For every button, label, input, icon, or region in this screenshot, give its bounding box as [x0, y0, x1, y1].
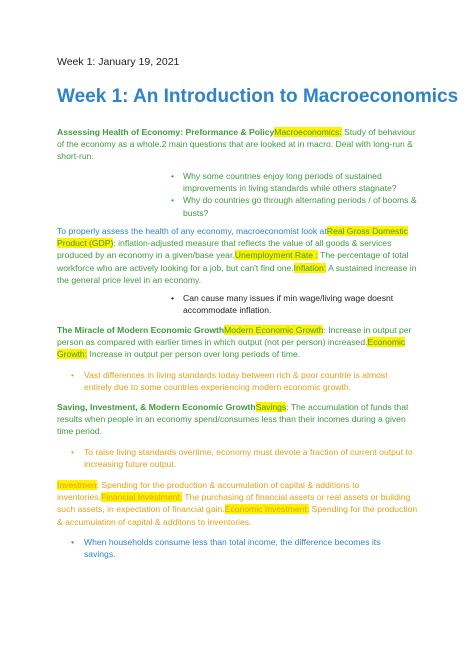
page-title: Week 1: An Introduction to Macroeconomics	[57, 86, 459, 107]
list-item: • Can cause many issues if min wage/living wage doesnt accommodate inflation.	[171, 293, 394, 316]
term-highlight: Real Gross Domestic Product (GDP)	[57, 226, 408, 249]
bullet-icon: •	[171, 171, 175, 181]
list-item: • When households consume less than total income, the difference becomes its savings.	[71, 537, 381, 560]
term-highlight: Macroeconomics:	[274, 127, 342, 137]
term-highlight: Economic Investment:	[224, 504, 310, 515]
section-assessment-paragraph: To properly assess the health of any economy, macroeconomist look atReal Gross Domestic Product (GDP): inflation-adjusted measure that reflects the value of all goods & services produced by an economy in a given/base year.Unemployment Rate : The percentage of total workforce who are actively looking for a job, but can't find one.Inflation: A sustained increase in the general price level in an economy.	[57, 226, 417, 285]
section-saving-paragraph: Saving, Investment, & Modern Economic GrowthSavings: The accumulation of funds that results when people in an economy spend/consumes less than their incomes during a given time period.	[57, 402, 409, 437]
section-investment-paragraph: Investmen: Spending for the production & accumulation of capital & additions to inventories.Financial Investment: The purchasing of financial assets or real assets or building such assets, in expectation of financial gain.Economic Investment: Spending for the production & accumulation of capital & additons to inventories.	[57, 480, 418, 527]
term-highlight: Modern Economic Growth	[224, 325, 324, 335]
paragraph-text: Study of behaviour of the economy as a whole.2 main questions that are looked at in macro. Deal with long-run & short-run.	[57, 127, 416, 162]
bullet-list	[171, 170, 423, 219]
bullet-icon: •	[171, 195, 175, 206]
term-highlight: Economic Growth:	[57, 337, 406, 360]
list-item: • Vast differences in living standards today between rich & poor countrie is almost entirely due to some countries experiencing modern economic growth.	[71, 370, 388, 393]
bullet-list	[71, 446, 414, 470]
bullet-icon: •	[71, 447, 75, 457]
section-growth-paragraph: The Miracle of Modern Economic GrowthModern Economic Growth: Increase in output per person as compared with earlier times in which output (not per person) increased.Economic Growth: Increase in output per person over long periods of time.	[57, 325, 412, 360]
bullet-list	[171, 292, 413, 316]
bullet-list	[71, 369, 414, 393]
term-highlight: Inflation:	[293, 262, 327, 273]
list-item: • Why some countries enjoy long periods of sustained improvements in living standards while others stagnate?	[171, 171, 397, 194]
term-highlight: Financial Investment:	[100, 492, 183, 503]
section-heading: Saving, Investment, & Modern Economic Growth	[57, 402, 256, 412]
term-highlight: Unemployment Rate :	[234, 250, 318, 261]
bullet-list	[71, 536, 414, 560]
section-heading: The Miracle of Modern Economic Growth	[57, 325, 225, 335]
bullet-icon: •	[71, 370, 75, 380]
section-heading: Assessing Health of Economy: Preformance & Policy	[57, 127, 275, 137]
lead-text: To properly assess the health of any economy, macroeconomist look at	[57, 226, 327, 236]
list-item: • Why do countries go through alternating periods / of booms & busts?	[171, 195, 417, 218]
week-date: Week 1: January 19, 2021	[57, 56, 180, 68]
term-highlight: Savings	[255, 402, 287, 412]
list-item: • To raise living standards overtime, economy must devote a fraction of current output to increasing future output.	[71, 447, 413, 470]
bullet-icon: •	[71, 537, 75, 547]
bullet-icon: •	[171, 293, 175, 303]
section-health-paragraph	[57, 126, 419, 163]
term-highlight: Investmen	[57, 480, 97, 490]
